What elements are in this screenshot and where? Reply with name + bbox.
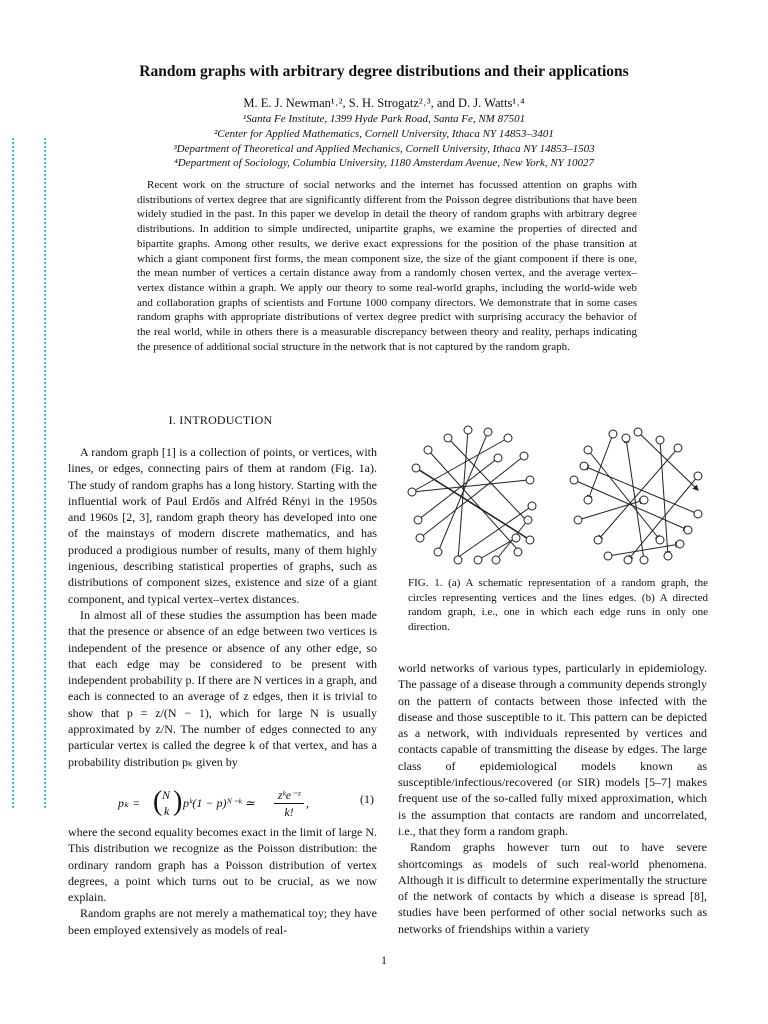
- paragraph: In almost all of these studies the assumption has been made that the presence or absence of an edge between two vertices is independent of the presence or absence of any other edge, so that each edge may be considered to be present with independent probability p. If there are N vertices in a graph, and each is connected to an average of z edges, then it is trivial to show that p = z/(N − 1), which for large N is usually approximated by z/N. The number of edges connected to any particular vertex is called the degree k of that vertex, and has a probability distribution pₖ given by: [68, 607, 377, 769]
- paren-right: ): [173, 786, 183, 817]
- equation-middle: pᵏ(1 − p)ᴺ⁻ᵏ ≃: [183, 796, 255, 810]
- paragraph: A random graph [1] is a collection of points, or vertices, with lines, or edges, connecting pairs of them at random (Fig. 1a). The study of random graphs has a long history. Starting with the influential work of Paul Erdős and Alfréd Rényi in the 1950s and 1960s [2, 3], random graph theory has developed into one of the mainstays of modern discrete mathematics, and has produced a prodigious number of results, many of them highly ingenious, describing statistical properties of graphs, such as distributions of component sizes, existence and size of a giant component, and typical vertex–vertex distances.: [68, 445, 377, 606]
- equation-tail: ,: [306, 796, 309, 810]
- binom-top: N: [162, 788, 171, 802]
- affiliation-1: ¹Santa Fe Institute, 1399 Hyde Park Road, Santa Fe, NM 87501: [242, 113, 526, 125]
- paragraph: Random graphs however turn out to have severe shortcomings as models of such real-world phenomena. Although it is difficult to determine experimentally the structure of the network of contacts by which a disease is spread [8], studies have been performed of other social networks such as networks of friendships within a variety: [398, 840, 707, 936]
- paragraph: Random graphs are not merely a mathematical toy; they have been employed extensively as models of real-: [68, 906, 377, 937]
- fraction-numerator: zᵏe⁻ᶻ: [277, 788, 301, 802]
- figure-caption: FIG. 1. (a) A schematic representation of a random graph, the circles representing vertices and the lines edges. (b) A directed random graph, i.e., one in which each edge runs in only one direction.: [408, 577, 708, 633]
- figure-1-random-graphs: [398, 420, 708, 570]
- equation-number: (1): [360, 792, 374, 806]
- right-column: [398, 660, 707, 937]
- paragraph: where the second equality becomes exact in the limit of large N. This distribution we recognize as the Poisson distribution: the ordinary random graph has a Poisson distribution of vertex degrees, a point which turns out to be crucial, as we now explain.: [68, 825, 377, 905]
- left-column-top: [68, 444, 377, 770]
- fraction-bar: [274, 803, 304, 804]
- abstract: Recent work on the structure of social networks and the internet has focussed attention on graphs with distributions of vertex degree that are significantly different from the Poisson degree distributions that have been widely studied in the past. In this paper we develop in detail the theory of random graphs with arbitrary degree distributions. In addition to simple undirected, unipartite graphs, we examine the properties of directed and bipartite graphs. Among other results, we derive exact expressions for the position of the phase transition at which a giant component first forms, the mean component size, the size of the giant component if there is one, the mean number of vertices a certain distance away from a randomly chosen vertex, and the average vertex–vertex distance within a graph. We apply our theory to some real-world graphs, including the world-wide web and collaboration graphs of scientists and Fortune 1000 company directors. We demonstrate that in some cases random graphs with appropriate distributions of vertex degree predict with surprising accuracy the behavior of the real world, while in others there is a measurable discrepancy between theory and reality, perhaps indicating the presence of additional social structure in the network that is not captured by the random graph.: [137, 179, 637, 353]
- paper-title: Random graphs with arbitrary degree distributions and their applications: [139, 63, 629, 80]
- equation-1: [118, 786, 376, 824]
- arxiv-side-stamp: [12, 138, 46, 808]
- graph-a-vertices: [408, 426, 536, 564]
- paren-left: (: [153, 786, 163, 817]
- affiliation-3: ³Department of Theoretical and Applied Mechanics, Cornell University, Ithaca NY 14853–1503: [173, 143, 595, 155]
- affiliation-2: ²Center for Applied Mathematics, Cornell University, Ithaca NY 14853–3401: [214, 128, 554, 140]
- affiliation-4: ⁴Department of Sociology, Columbia University, 1180 Amsterdam Avenue, New York, NY 10027: [173, 157, 595, 169]
- paragraph: world networks of various types, particularly in epidemiology. The passage of a disease through a community depends strongly on the pattern of contacts between those infected with the disease and those susceptible to it. This pattern can be depicted as a network, with individuals represented by vertices and contacts capable of transmitting the disease by edges. The large class of epidemiological models known as susceptible/infectious/recovered (or SIR) models [5–7] makes frequent use of the so-called fully mixed approximation, which is the assumption that contacts are random and uncorrelated, i.e., that they form a random graph.: [398, 661, 707, 838]
- section-heading: I. INTRODUCTION: [168, 413, 273, 427]
- page-number: 1: [381, 953, 387, 967]
- binom-bottom: k: [164, 804, 170, 818]
- left-column-bottom: [68, 824, 377, 938]
- author-list: M. E. J. Newman¹˒², S. H. Strogatz²˒³, and D. J. Watts¹˒⁴: [243, 96, 525, 110]
- equation-lhs: pₖ =: [118, 796, 141, 810]
- fraction-denominator: k!: [284, 805, 294, 819]
